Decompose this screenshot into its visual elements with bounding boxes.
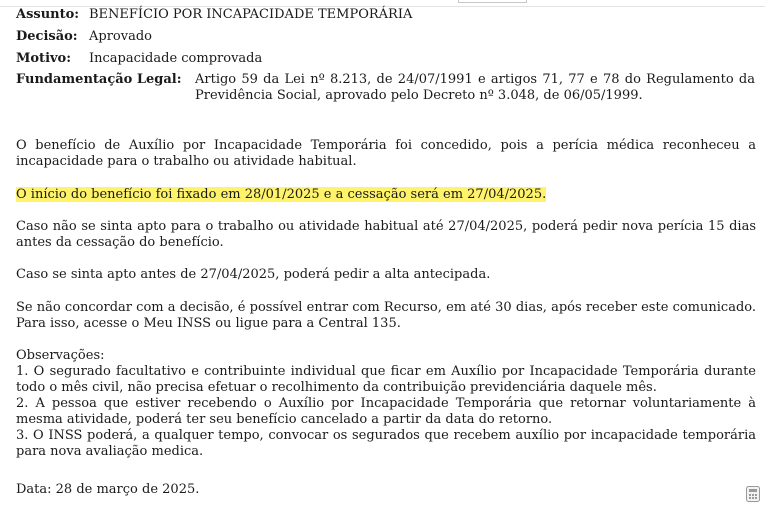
fundamentacao-label: Fundamentação Legal: [16, 72, 182, 87]
window-top-edge [0, 0, 765, 4]
decisao-row [16, 29, 152, 45]
paragraph-concessao: O benefício de Auxílio por Incapacidade Temporária foi concedido, pois a perícia médica reconheceu a incapacidade para o trabalho ou atividade habitual. [16, 138, 756, 169]
observacao-1: 1. O segurado facultativo e contribuinte individual que ficar em Auxílio por Incapacidade Temporária durante todo o mês civil, não precisa efetuar o recolhimento da contribuição previdenciária daquele mês. [16, 364, 756, 395]
observacoes-title: Observações: [16, 348, 105, 363]
decisao-label: Decisão: [16, 29, 78, 44]
calculator-icon[interactable] [746, 486, 760, 502]
decisao-value: Aprovado [89, 29, 152, 44]
paragraph-recurso: Se não concordar com a decisão, é possível entrar com Recurso, em até 30 dias, após receber este comunicado. Para isso, acesse o Meu INSS ou ligue para a Central 135. [16, 300, 756, 331]
top-tab[interactable] [458, 0, 527, 3]
observacao-2: 2. A pessoa que estiver recebendo o Auxílio por Incapacidade Temporária que retornar voluntariamente à mesma atividade, poderá ter seu benefício cancelado a partir da data do retorno. [16, 396, 756, 427]
observacao-3: 3. O INSS poderá, a qualquer tempo, convocar os segurados que recebem auxílio por incapacidade temporária para nova avaliação medica. [16, 428, 756, 459]
paragraph-alta-antecipada: Caso se sinta apto antes de 27/04/2025, poderá pedir a alta antecipada. [16, 267, 491, 282]
fundamentacao-value: Artigo 59 da Lei nº 8.213, de 24/07/1991 e artigos 71, 77 e 78 do Regulamento da Previdência Social, aprovado pelo Decreto nº 3.048, de 06/05/1999. [195, 72, 755, 103]
highlighted-dates: O início do benefício foi fixado em 28/01/2025 e a cessação será em 27/04/2025. [16, 187, 547, 202]
assunto-row [16, 7, 413, 23]
assunto-label: Assunto: [16, 7, 80, 22]
assunto-value: BENEFÍCIO POR INCAPACIDADE TEMPORÁRIA [89, 7, 413, 22]
paragraph-nova-pericia: Caso não se sinta apto para o trabalho ou atividade habitual até 27/04/2025, poderá pedir nova perícia 15 dias antes da cessação do benefício. [16, 219, 756, 250]
motivo-value: Incapacidade comprovada [89, 51, 263, 66]
motivo-row [16, 51, 263, 67]
document-date: Data: 28 de março de 2025. [16, 482, 200, 497]
motivo-label: Motivo: [16, 51, 72, 66]
paragraph-datas [16, 187, 756, 203]
